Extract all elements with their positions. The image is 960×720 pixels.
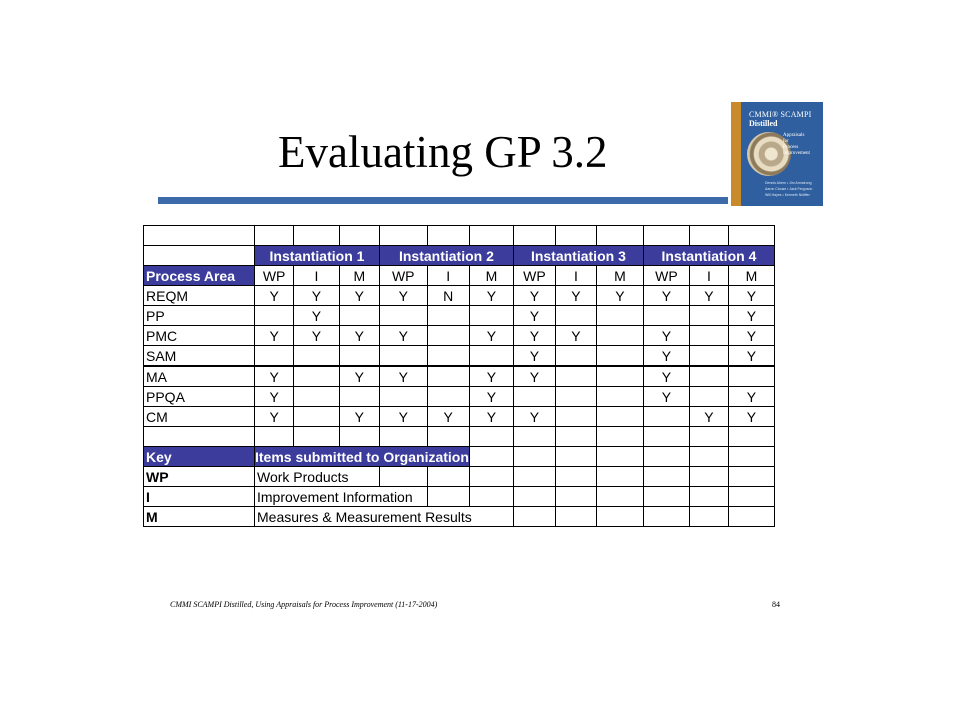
evaluation-cell [339, 387, 379, 407]
evaluation-cell [596, 346, 643, 367]
evaluation-cell [596, 326, 643, 346]
book-spine [731, 102, 741, 206]
evaluation-cell [555, 306, 596, 326]
key-description: Measures & Measurement Results [255, 507, 514, 527]
evaluation-cell [255, 306, 294, 326]
instantiation-header: Instantiation 3 [513, 246, 643, 266]
evaluation-cell [513, 387, 555, 407]
subcolumn-header: WP [255, 266, 294, 286]
evaluation-cell [379, 306, 427, 326]
evaluation-cell: Y [643, 366, 689, 387]
evaluation-cell [379, 387, 427, 407]
items-header: Items submitted to Organization [255, 448, 469, 465]
key-description: Work Products [255, 467, 380, 487]
subcolumn-header: M [596, 266, 643, 286]
evaluation-cell: Y [643, 346, 689, 367]
subcolumn-header: I [427, 266, 469, 286]
subcolumn-header: I [689, 266, 728, 286]
evaluation-cell [294, 346, 339, 367]
evaluation-cell [596, 306, 643, 326]
evaluation-cell [596, 407, 643, 427]
table-row [144, 387, 775, 407]
process-area-cell: REQM [144, 286, 255, 306]
title-underline [158, 197, 728, 204]
evaluation-cell [596, 387, 643, 407]
evaluation-cell [596, 366, 643, 387]
evaluation-cell: Y [469, 407, 513, 427]
evaluation-cell: Y [728, 387, 774, 407]
table-row [144, 286, 775, 306]
key-header: Key [144, 447, 255, 467]
evaluation-cell [294, 407, 339, 427]
subcolumn-header: WP [379, 266, 427, 286]
empty-top-row [144, 226, 775, 246]
evaluation-cell: Y [255, 387, 294, 407]
evaluation-cell: Y [379, 326, 427, 346]
evaluation-cell: Y [513, 286, 555, 306]
evaluation-cell: Y [728, 326, 774, 346]
evaluation-cell [643, 407, 689, 427]
evaluation-cell [728, 366, 774, 387]
evaluation-cell: Y [469, 326, 513, 346]
evaluation-cell: Y [689, 286, 728, 306]
evaluation-cell: Y [513, 346, 555, 367]
table-row [144, 326, 775, 346]
header-blank-cell [144, 246, 255, 266]
book-title-line1: CMMI® SCAMPI [749, 110, 812, 119]
page-number: 84 [772, 600, 780, 609]
evaluation-cell: Y [728, 407, 774, 427]
table-row [144, 407, 775, 427]
evaluation-cell [689, 326, 728, 346]
evaluation-cell [427, 306, 469, 326]
evaluation-cell [555, 387, 596, 407]
key-code: WP [144, 467, 255, 487]
key-row [144, 507, 775, 527]
subcolumn-header: I [555, 266, 596, 286]
gp32-table [143, 225, 775, 527]
process-area-cell: PP [144, 306, 255, 326]
evaluation-cell [294, 366, 339, 387]
instantiation-header: Instantiation 4 [643, 246, 774, 266]
evaluation-cell: Y [294, 326, 339, 346]
evaluation-cell: Y [689, 407, 728, 427]
key-code: M [144, 507, 255, 527]
evaluation-cell [689, 387, 728, 407]
evaluation-cell: Y [728, 346, 774, 367]
evaluation-cell: Y [379, 286, 427, 306]
key-row [144, 487, 775, 507]
spacer-row [144, 427, 775, 447]
key-header-row [144, 447, 775, 467]
book-subtitle: Appraisals for Process Improvement [783, 133, 810, 156]
subcolumn-header: M [469, 266, 513, 286]
evaluation-cell: Y [469, 387, 513, 407]
evaluation-cell [555, 366, 596, 387]
evaluation-cell: Y [513, 326, 555, 346]
evaluation-cell: Y [255, 286, 294, 306]
evaluation-cell: Y [339, 407, 379, 427]
instantiation-header: Instantiation 1 [255, 246, 380, 266]
evaluation-cell [469, 306, 513, 326]
subcolumn-header: WP [643, 266, 689, 286]
process-area-header: Process Area [144, 266, 255, 286]
evaluation-cell [469, 346, 513, 367]
evaluation-cell: Y [643, 286, 689, 306]
evaluation-cell: Y [643, 326, 689, 346]
evaluation-cell: Y [379, 407, 427, 427]
evaluation-cell [427, 366, 469, 387]
evaluation-cell [689, 346, 728, 367]
evaluation-cell: Y [339, 366, 379, 387]
book-authors: Dennis Ahern • Jim Armstrong Aaron Clouse • Jack Ferguson Will Hayes • Kenneth Nidiffer [765, 181, 813, 197]
evaluation-cell [255, 346, 294, 367]
evaluation-cell: Y [596, 286, 643, 306]
slide-title: Evaluating GP 3.2 [278, 127, 608, 177]
key-code: I [144, 487, 255, 507]
evaluation-cell: Y [513, 366, 555, 387]
evaluation-cell [379, 346, 427, 367]
key-row [144, 467, 775, 487]
evaluation-cell [339, 346, 379, 367]
evaluation-cell [689, 366, 728, 387]
evaluation-cell [427, 387, 469, 407]
evaluation-cell [339, 306, 379, 326]
evaluation-cell: Y [555, 286, 596, 306]
table-row [144, 306, 775, 326]
evaluation-cell: Y [255, 366, 294, 387]
evaluation-cell: Y [294, 286, 339, 306]
evaluation-cell: Y [255, 407, 294, 427]
process-area-cell: SAM [144, 346, 255, 367]
slide-footer: CMMI SCAMPI Distilled, Using Appraisals for Process Improvement (11-17-2004) [170, 600, 438, 609]
evaluation-cell: Y [339, 286, 379, 306]
evaluation-cell [555, 346, 596, 367]
book-cover [731, 102, 823, 206]
evaluation-cell: Y [513, 306, 555, 326]
evaluation-cell: Y [427, 407, 469, 427]
process-area-cell: PMC [144, 326, 255, 346]
evaluation-cell [294, 387, 339, 407]
instantiation-header: Instantiation 2 [379, 246, 513, 266]
evaluation-cell: Y [255, 326, 294, 346]
evaluation-cell: Y [513, 407, 555, 427]
evaluation-cell [555, 407, 596, 427]
evaluation-cell [689, 306, 728, 326]
evaluation-cell: Y [469, 366, 513, 387]
instantiation-header-row [144, 246, 775, 266]
subcolumn-header: WP [513, 266, 555, 286]
evaluation-cell: Y [643, 387, 689, 407]
evaluation-cell [427, 326, 469, 346]
evaluation-cell: Y [294, 306, 339, 326]
evaluation-cell [643, 306, 689, 326]
evaluation-cell: Y [728, 286, 774, 306]
table-row [144, 366, 775, 387]
table-row [144, 346, 775, 367]
process-area-cell: MA [144, 366, 255, 387]
key-description: Improvement Information [255, 487, 428, 507]
evaluation-cell: Y [469, 286, 513, 306]
book-title-line2: Distilled [749, 119, 778, 128]
subcolumn-header: I [294, 266, 339, 286]
process-area-cell: CM [144, 407, 255, 427]
subcolumn-header: M [728, 266, 774, 286]
process-area-cell: PPQA [144, 387, 255, 407]
evaluation-cell: Y [379, 366, 427, 387]
subcolumn-header-row [144, 266, 775, 286]
subcolumn-header: M [339, 266, 379, 286]
evaluation-cell: N [427, 286, 469, 306]
evaluation-cell [427, 346, 469, 367]
evaluation-cell: Y [728, 306, 774, 326]
evaluation-cell: Y [555, 326, 596, 346]
evaluation-cell: Y [339, 326, 379, 346]
